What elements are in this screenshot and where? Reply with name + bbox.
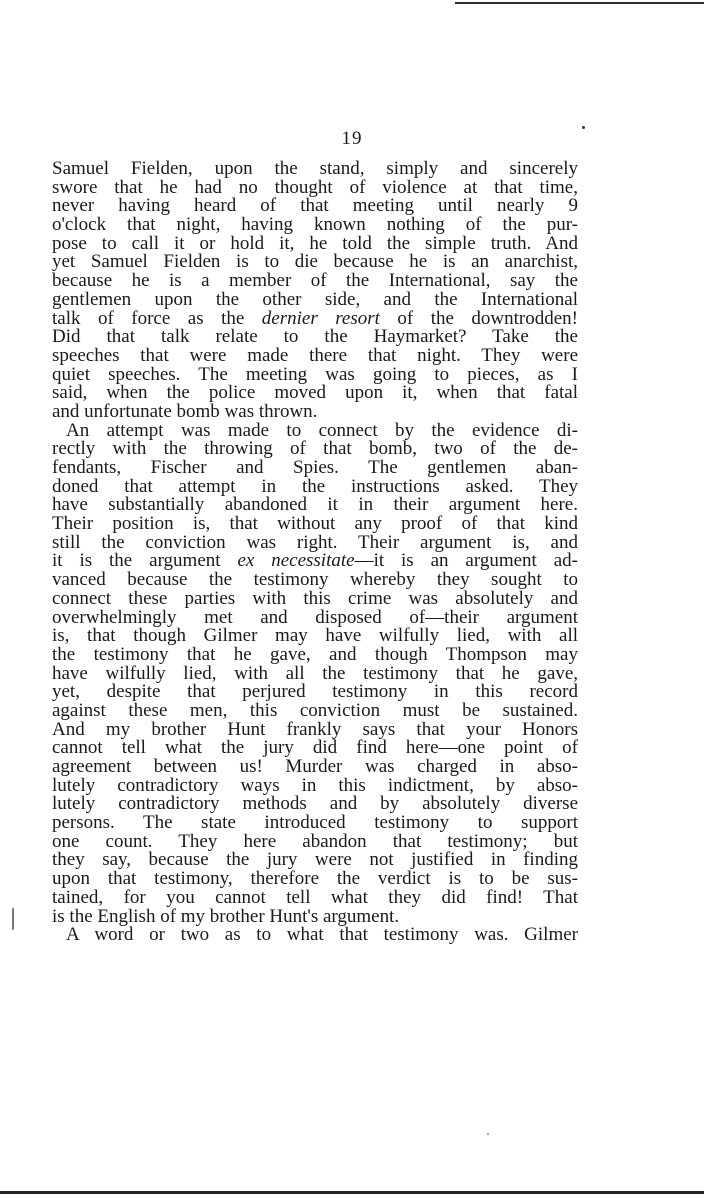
text-fragment: of the downtrodden! <box>379 307 578 329</box>
text-line: connect these parties with this crime was absolutely and <box>52 587 578 609</box>
text-line: one count. They here abandon that testimony; but <box>52 830 578 852</box>
text-line: never having heard of that meeting until nearly 9 <box>52 195 578 217</box>
text-line: swore that he had no thought of violence at that time, <box>52 176 578 198</box>
text-line: rectly with the throwing of that bomb, two of the de- <box>52 438 578 460</box>
text-line: persons. The state introduced testimony to support <box>52 812 578 834</box>
text-line: the testimony that he gave, and though Thompson may <box>52 643 578 665</box>
text-line: because he is a member of the International, say the <box>52 270 578 292</box>
text-fragment: talk of force as the <box>52 307 262 329</box>
italic-phrase: dernier resort <box>261 307 380 329</box>
text-line: still the conviction was right. Their argument is, and <box>52 531 578 553</box>
text-line: o'clock that night, having known nothing of the pur- <box>52 214 578 236</box>
text-line: lutely contradictory methods and by absolutely diverse <box>52 793 578 815</box>
text-line: fendants, Fischer and Spies. The gentlemen aban- <box>52 457 578 478</box>
text-line: overwhelmingly met and disposed of—their argument <box>52 606 578 628</box>
text-line: speeches that were made there that night. They were <box>52 344 578 366</box>
text-fragment: —it is an argument ad- <box>354 550 578 572</box>
text-line: upon that testimony, therefore the verdict is to be sus- <box>52 868 578 890</box>
text-line: vanced because the testimony whereby they sought to <box>52 569 578 591</box>
text-line: yet, despite that perjured testimony in this record <box>52 681 578 703</box>
text-line: pose to call it or hold it, he told the simple truth. And <box>52 232 578 254</box>
text-line: agreement between us! Murder was charged in abso- <box>52 756 578 777</box>
text-line: they say, because the jury were not justified in finding <box>52 849 578 871</box>
text-line: gentlemen upon the other side, and the International <box>52 288 578 310</box>
text-line: is, that though Gilmer may have wilfully lied, with all <box>52 625 578 647</box>
text-line: against these men, this conviction must be sustained. <box>52 699 578 721</box>
text-line: is the English of my brother Hunt's argument. <box>52 905 400 927</box>
text-line: quiet speeches. The meeting was going to pieces, as I <box>52 363 578 385</box>
text-line: lutely contradictory ways in this indictment, by abso- <box>52 774 578 796</box>
text-line: have substantially abandoned it in their argument here. <box>52 494 578 516</box>
italic-phrase: ex necessitate <box>237 550 355 572</box>
bottom-edge-rule <box>0 1191 704 1194</box>
body-text <box>52 160 578 945</box>
page-number: 19 <box>341 128 363 149</box>
text-line: An attempt was made to connect by the evidence di- <box>66 419 578 441</box>
text-line: A word or two as to what that testimony was. Gilmer <box>66 924 578 946</box>
text-line: doned that attempt in the instructions asked. They <box>52 475 578 497</box>
text-fragment: it is the argument <box>52 550 238 572</box>
text-line: cannot tell what the jury did find here—one point of <box>52 737 578 759</box>
text-line: said, when the police moved upon it, when that fatal <box>52 382 578 404</box>
text-line: yet Samuel Fielden is to die because he is an anarchist, <box>52 251 578 273</box>
text-line: tained, for you cannot tell what they did find! That <box>52 886 578 908</box>
text-line: and unfortunate bomb was thrown. <box>52 400 318 422</box>
text-line: Samuel Fielden, upon the stand, simply and sincerely <box>52 158 578 179</box>
text-line: Did that talk relate to the Haymarket? Take the <box>52 326 578 348</box>
dust-speck <box>12 908 14 930</box>
top-edge-rule <box>455 2 704 4</box>
text-line: Their position is, that without any proof of that kind <box>52 513 578 535</box>
dust-speck <box>487 1133 489 1135</box>
text-line: have wilfully lied, with all the testimony that he gave, <box>52 662 578 684</box>
text-line: And my brother Hunt frankly says that your Honors <box>52 718 578 740</box>
